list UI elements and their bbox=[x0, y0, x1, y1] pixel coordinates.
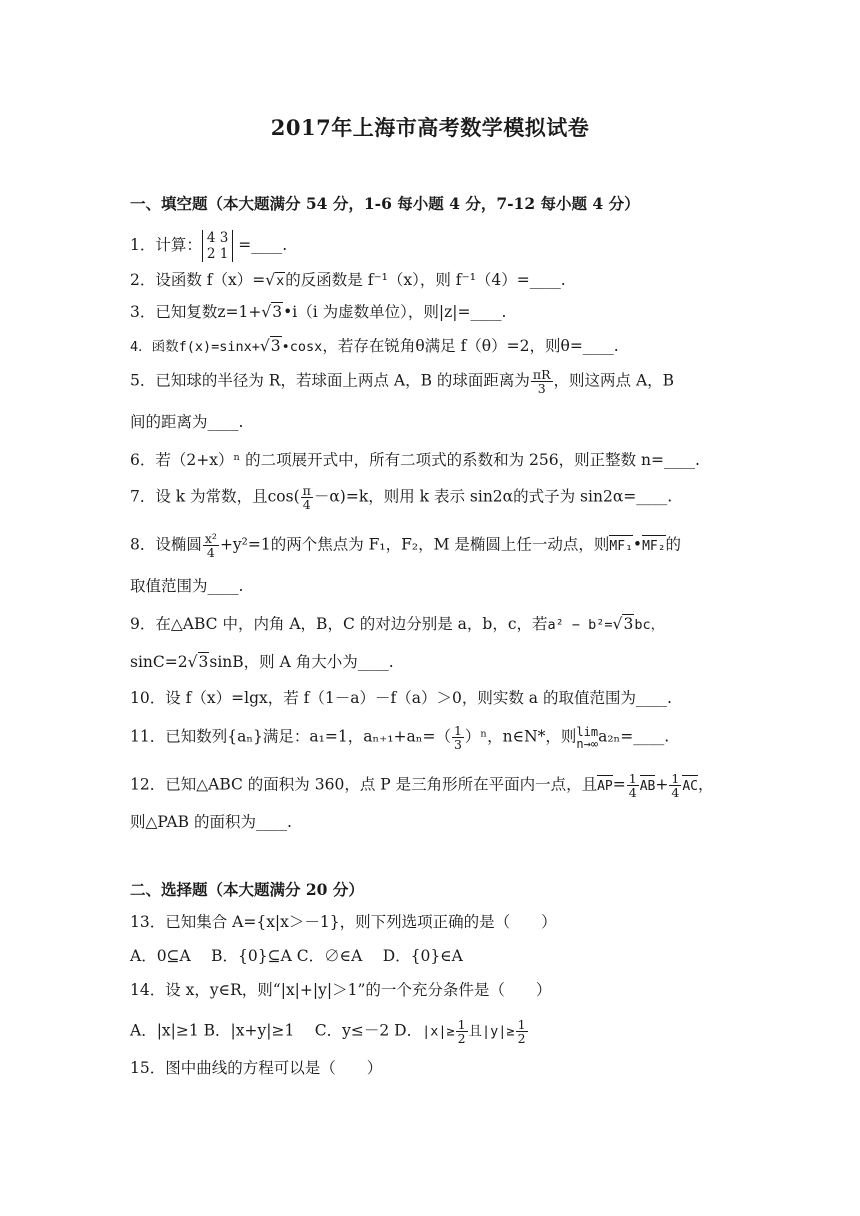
vector-mf2: MF₂ bbox=[642, 537, 665, 557]
section-fill-in: 一、填空题（本大题满分 54 分，1-6 每小题 4 分，7-12 每小题 4 分） bbox=[130, 194, 640, 213]
question-13: 13．已知集合 A={x|x＞－1}，则下列选项正确的是（ ） bbox=[130, 913, 557, 931]
question-6: 6．若（2+x）ⁿ 的二项展开式中，所有二项式的系数和为 256，则正整数 n=____. bbox=[130, 451, 700, 469]
question-1: 1．计算： 4 3 2 1 =____. bbox=[130, 230, 288, 262]
question-14: 14．设 x，y∈R，则“|x|+|y|＞1”的一个充分条件是（ ） bbox=[130, 981, 552, 999]
question-12: 12．已知△ABC 的面积为 360，点 P 是三角形所在平面内一点，且AP= $\frac{1}{4}$ AB+ $\frac{1}{4}$ AC， bbox=[130, 771, 714, 800]
question-3: 3．已知复数z=1+√3•i（i 为虚数单位），则|z|=____. bbox=[130, 303, 507, 321]
question-13-options: A．0⊆A B．{0}⊆A C．∅∈A D．{0}∈A bbox=[130, 947, 463, 965]
vector-mf1: MF₁ bbox=[609, 537, 632, 557]
question-15: 15．图中曲线的方程可以是（ ） bbox=[130, 1059, 383, 1077]
question-7: 7．设 k 为常数，且cos( $\frac{\pi}{4}$ －α)=k，则用 k 表示 sin2α的式子为 sin2α=____. bbox=[130, 483, 673, 512]
question-11: 11．已知数列{aₙ}满足：a₁=1，aₙ₊₁+aₙ=（ $\frac{1}{3}$ ）ⁿ，n∈N*，则lim n→∞a₂ₙ=____. bbox=[130, 723, 670, 752]
question-10: 10．设 f（x）=lgx，若 f（1－a）－f（a）＞0，则实数 a 的取值范围为____. bbox=[130, 689, 672, 707]
question-8: 8．设椭圆 $\frac{\text{x²}}{4}$ +y²=1的两个焦点为 F₁，F₂，M 是椭圆上任一动点，则MF₁•MF₂的 bbox=[130, 531, 682, 560]
determinant: 4 3 2 1 bbox=[202, 230, 233, 262]
question-14-options: A．|x|≥1 B．|x+y|≥1 C．y≤－2 D．|x|≥ $\frac{1}{2}$ 且|y|≥ $\frac{1}{2}$ bbox=[130, 1017, 526, 1046]
page-title: 2017年上海市高考数学模拟试卷 bbox=[270, 115, 590, 140]
fraction: $\frac{\pi R}{3}$ bbox=[532, 367, 551, 396]
question-8-line2: 取值范围为____. bbox=[130, 577, 244, 595]
question-12-line2: 则△PAB 的面积为____. bbox=[130, 813, 292, 831]
question-5: 5．已知球的半径为 R，若球面上两点 A，B 的球面距离为 $\frac{\pi R}{3}$ ，则这两点 A，B bbox=[130, 367, 675, 396]
question-4: 4．函数f(x)=sinx+√3•cosx，若存在锐角θ满足 f（θ）=2，则θ=____. bbox=[130, 337, 619, 355]
question-9-line2: sinC=2√3sinB，则 A 角大小为____. bbox=[130, 653, 394, 671]
section-choice: 二、选择题（本大题满分 20 分） bbox=[130, 880, 364, 899]
question-9: 9．在△ABC 中，内角 A，B，C 的对边分别是 a，b，c，若a² − b²=√3bc， bbox=[130, 615, 665, 633]
limit: lim n→∞ bbox=[576, 724, 599, 751]
question-2: 2．设函数 f（x）=√x的反函数是 f⁻¹（x），则 f⁻¹（4）=____. bbox=[130, 271, 566, 289]
question-5-line2: 间的距离为____. bbox=[130, 413, 244, 431]
